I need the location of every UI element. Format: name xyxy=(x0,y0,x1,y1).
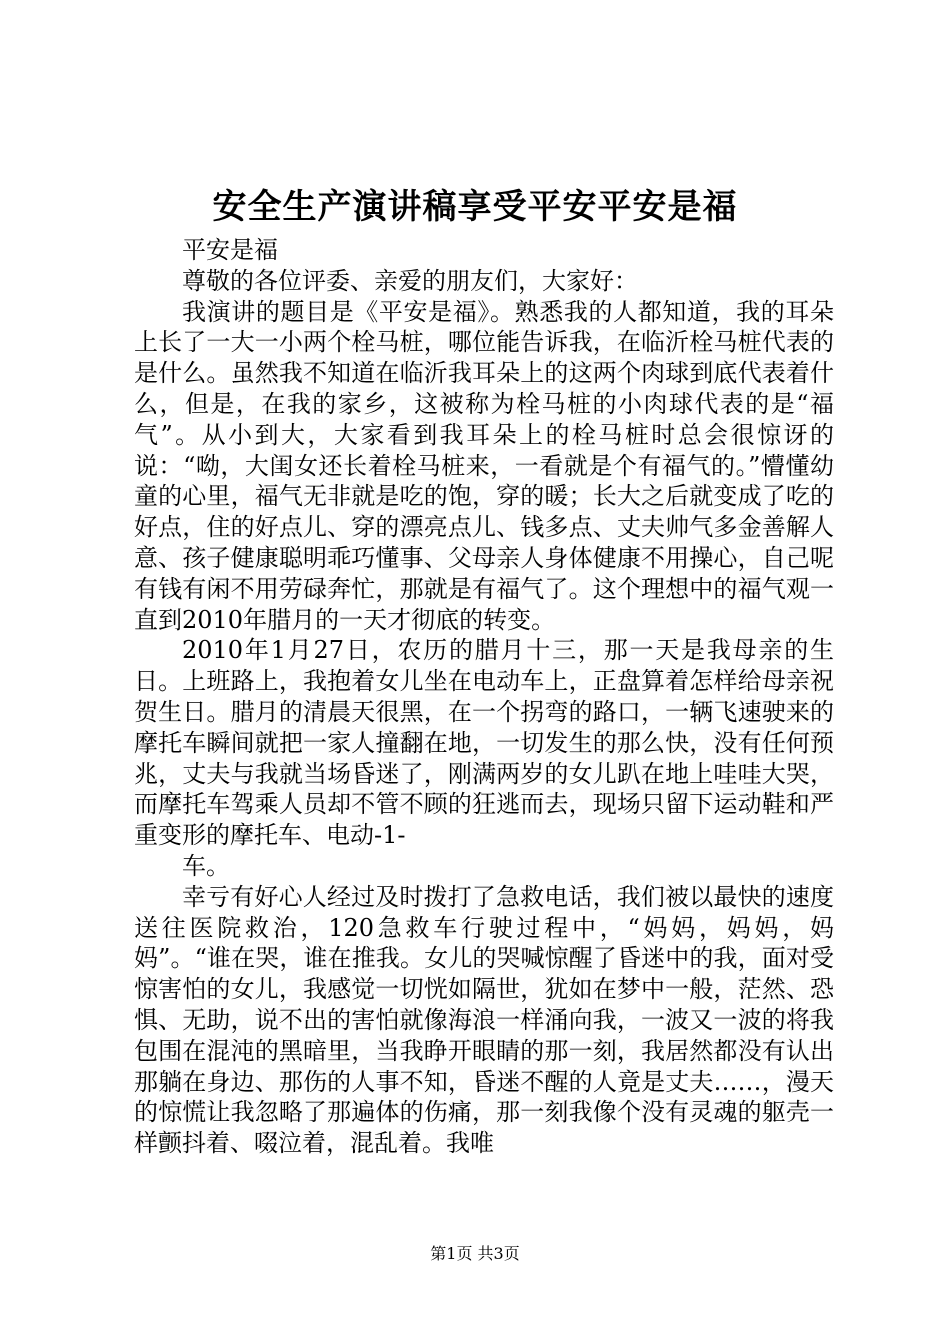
paragraph-heading: 平安是福 xyxy=(182,236,278,264)
document-body xyxy=(134,235,834,1159)
paragraph: 车。 xyxy=(182,851,230,880)
page-footer: 第1页 共3页 xyxy=(430,1244,520,1263)
document-title: 安全生产演讲稿享受平安平安是福 xyxy=(212,187,738,227)
paragraph: 2010年1月27日，农历的腊月十三，那一天是我母亲的生日。上班路上，我抱着女儿坐在电动车上，正盘算着怎样给母亲祝贺生日。腊月的清晨天很黑，在一个拐弯的路口，一辆飞速驶来的摩托车瞬间就把一家人撞翻在地，一切发生的那么快，没有任何预兆，丈夫与我就当场昏迷了，刚满两岁的女儿趴在地上哇哇大哭，而摩托车驾乘人员却不管不顾的狂逃而去，现场只留下运动鞋和严重变形的摩托车、电动-1- xyxy=(134,636,834,850)
paragraph: 我演讲的题目是《平安是福》。熟悉我的人都知道，我的耳朵上长了一大一小两个栓马桩，哪位能告诉我，在临沂栓马桩代表的是什么。虽然我不知道在临沂我耳朵上的这两个肉球到底代表着什么，但是，在我的家乡，这被称为栓马桩的小肉球代表的是“福气”。从小到大，大家看到我耳朵上的栓马桩时总会很惊讶的说：“呦，大闺女还长着栓马桩来，一看就是个有福气的。”懵懂幼童的心里，福气无非就是吃的饱，穿的暖；长大之后就变成了吃的好点，住的好点儿、穿的漂亮点儿、钱多点、丈夫帅气多金善解人意、孩子健康聪明乖巧懂事、父母亲人身体健康不用操心，自己呢有钱有闲不用劳碌奔忙，那就是有福气了。这个理想中的福气观一直到2010年腊月的一天才彻底的转变。 xyxy=(134,297,834,634)
paragraph-greeting: 尊敬的各位评委、亲爱的朋友们，大家好： xyxy=(182,266,638,295)
paragraph: 幸亏有好心人经过及时拨打了急救电话，我们被以最快的速度送往医院救治，120急救车行驶过程中，“妈妈，妈妈，妈妈”。“谁在哭，谁在推我。女儿的哭喊惊醒了昏迷中的我，面对受惊害怕的女儿，我感觉一切恍如隔世，犹如在梦中一般，茫然、恐惧、无助，说不出的害怕就像海浪一样涌向我，一波又一波的将我包围在混沌的黑暗里，当我睁开眼睛的那一刻，我居然都没有认出那躺在身边、那伤的人事不知，昏迷不醒的人竟是丈夫……，漫天的惊慌让我忽略了那遍体的伤痛，那一刻我像个没有灵魂的躯壳一样颤抖着、啜泣着，混乱着。我唯 xyxy=(134,882,834,1158)
